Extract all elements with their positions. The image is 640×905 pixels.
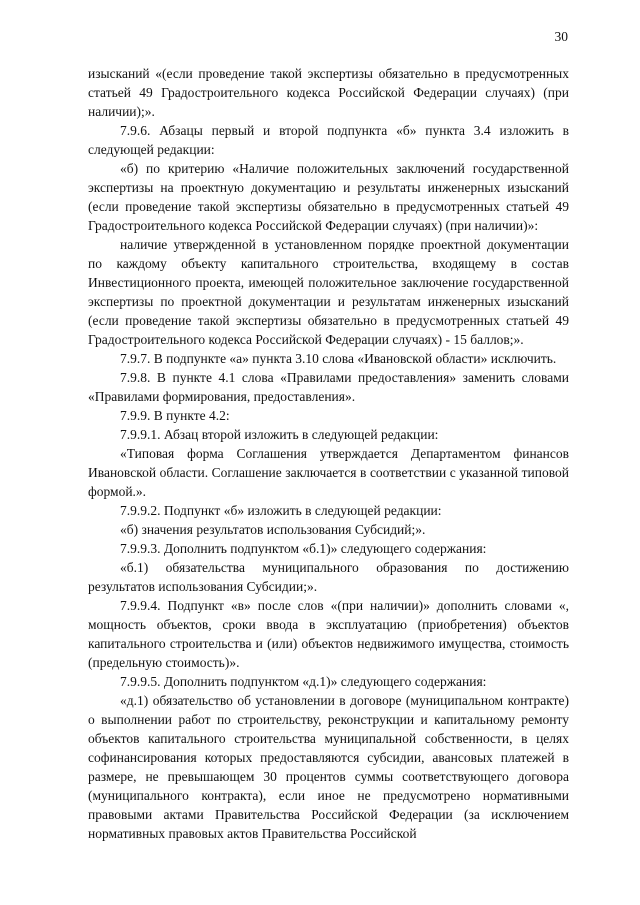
- paragraph: 7.9.6. Абзацы первый и второй подпункта «б» пункта 3.4 изложить в следующей редакции:: [88, 123, 569, 157]
- paragraph: 7.9.9.2. Подпункт «б» изложить в следующей редакции:: [120, 503, 442, 518]
- paragraph: 7.9.9. В пункте 4.2:: [120, 408, 230, 423]
- paragraph: 7.9.9.4. Подпункт «в» после слов «(при наличии)» дополнить словами «, мощность объектов, сроки ввода в эксплуатацию (приобретения) объектов капитального строительства и (или) объектов недвижимого имущества, стоимость (предельную стоимость)».: [88, 598, 569, 670]
- document-body: [88, 64, 569, 843]
- paragraph: 7.9.9.5. Дополнить подпунктом «д.1)» следующего содержания:: [120, 674, 487, 689]
- paragraph: «д.1) обязательство об установлении в договоре (муниципальном контракте) о выполнении работ по строительству, реконструкции и капитальному ремонту объектов капитального строительства муниципальной собственности, в целях софинансирования которых предоставляются субсидии, авансовых платежей в размере, не превышающем 30 процентов суммы соответствующего договора (муниципального контракта), если иное не предусмотрено нормативными правовыми актами Правительства Российской Федерации (за исключением нормативных правовых актов Правительства Российской: [88, 693, 569, 841]
- paragraph: «б.1) обязательства муниципального образования по достижению результатов использования Субсидии;».: [88, 560, 569, 594]
- page-number: 30: [554, 29, 568, 44]
- paragraph: «б) по критерию «Наличие положительных заключений государственной экспертизы на проектную документацию и результаты инженерных изысканий (если проведение такой экспертизы обязательно в предусмотренных статьей 49 Градостроительного кодекса Российской Федерации случаях) (при наличии)»:: [88, 161, 569, 233]
- paragraph: наличие утвержденной в установленном порядке проектной документации по каждому объекту капитального строительства, входящему в состав Инвестиционного проекта, имеющей положительное заключение государственной экспертизы по проектной документации и результатам инженерных изысканий (если проведение такой экспертизы обязательно в предусмотренных статьей 49 Градостроительного кодекса Российской Федерации случаях) - 15 баллов;».: [88, 237, 569, 347]
- paragraph: 7.9.7. В подпункте «а» пункта 3.10 слова «Ивановской области» исключить.: [120, 351, 557, 366]
- paragraph: 7.9.9.1. Абзац второй изложить в следующей редакции:: [120, 427, 439, 442]
- paragraph: «б) значения результатов использования Субсидий;».: [120, 522, 426, 537]
- paragraph: изысканий «(если проведение такой экспертизы обязательно в предусмотренных статьей 49 Градостроительного кодекса Российской Федерации случаях) (при наличии);».: [88, 66, 569, 119]
- paragraph: 7.9.8. В пункте 4.1 слова «Правилами предоставления» заменить словами «Правилами формирования, предоставления».: [88, 370, 569, 404]
- paragraph: 7.9.9.3. Дополнить подпунктом «б.1)» следующего содержания:: [120, 541, 487, 556]
- paragraph: «Типовая форма Соглашения утверждается Департаментом финансов Ивановской области. Соглашение заключается в соответствии с указанной типовой формой.».: [88, 446, 569, 499]
